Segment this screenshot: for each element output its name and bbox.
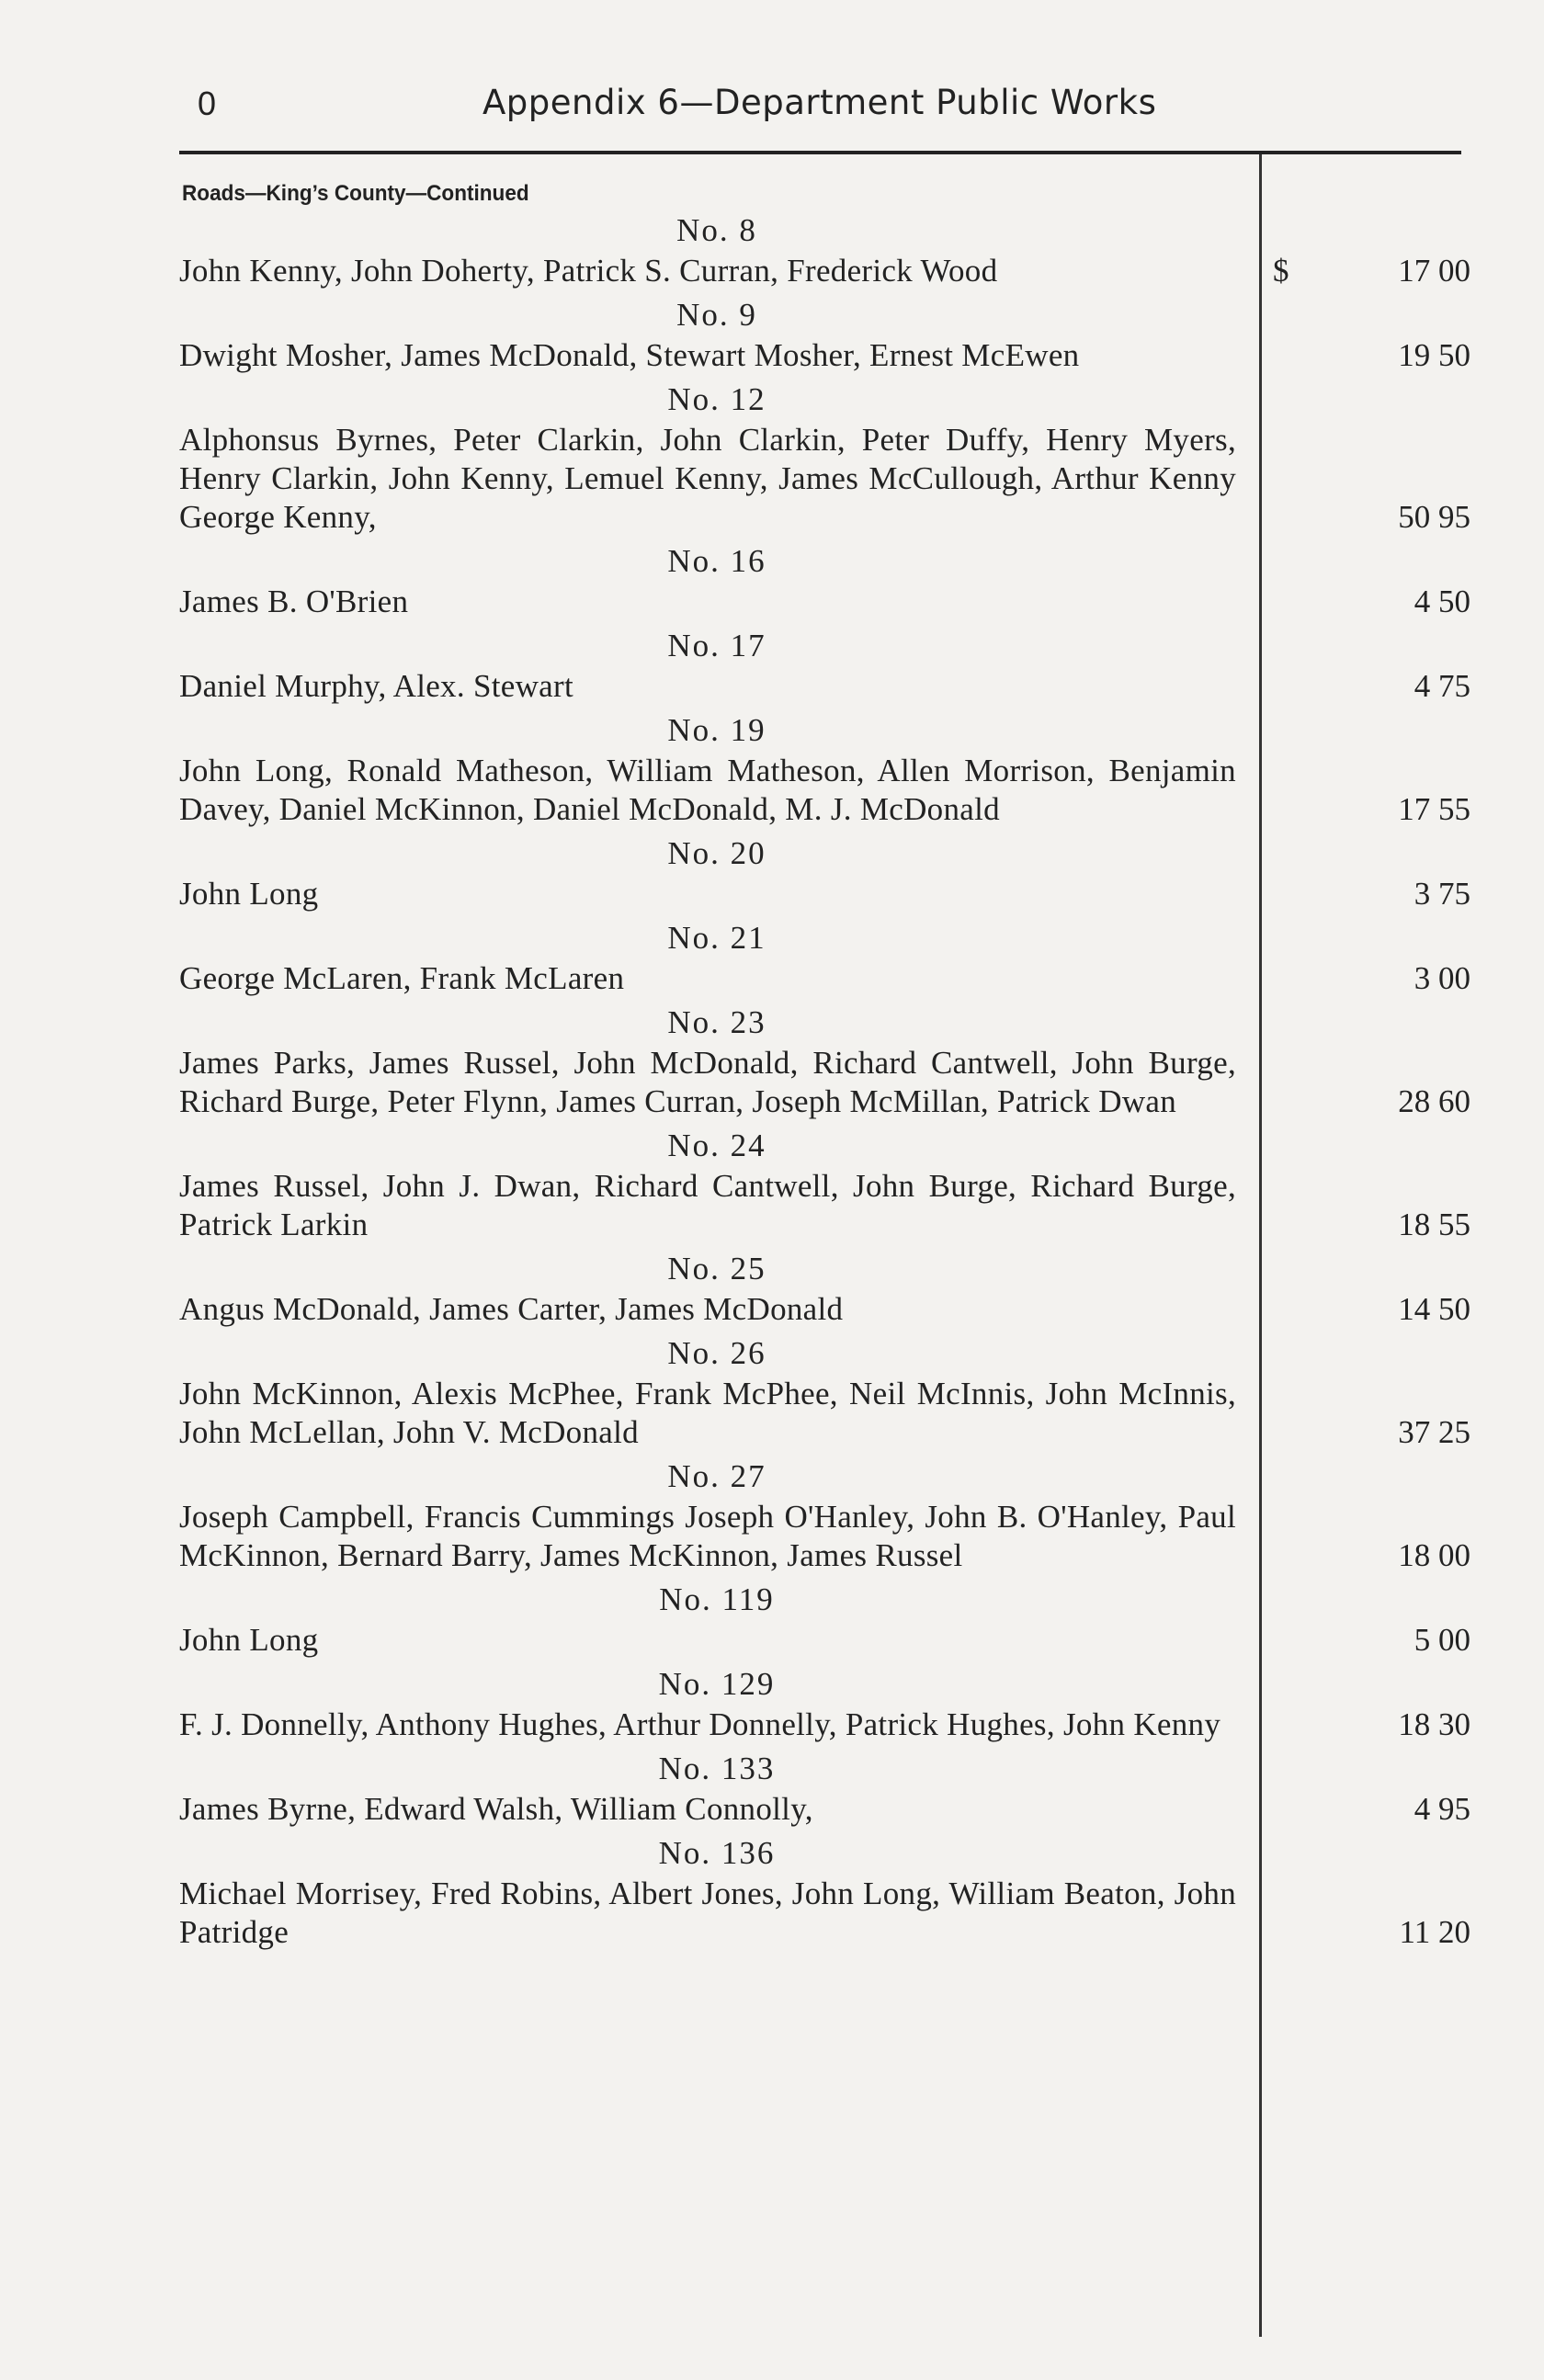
entry-names: Dwight Mosher, James McDonald, Stewart Mosher, Ernest McEwen xyxy=(179,337,1080,373)
road-number: No. 9 xyxy=(676,297,757,333)
road-number: No. 136 xyxy=(658,1835,776,1871)
currency-symbol: $ xyxy=(1273,253,1289,289)
entry-names: Joseph Campbell, Francis Cummings Joseph O'Hanley, John B. O'Hanley, Paul McKinnon, Bernard Barry, James McKinnon, James Russel xyxy=(179,1499,1236,1573)
entry-amount xyxy=(1236,1413,1470,1452)
entry-amount xyxy=(1236,1706,1470,1744)
amount-value: 3 00 xyxy=(1413,960,1470,996)
amount-value: 18 00 xyxy=(1398,1537,1470,1573)
entry-amount xyxy=(1236,790,1470,829)
road-number: No. 12 xyxy=(667,381,766,417)
entry-names: James Russel, John J. Dwan, Richard Cantwell, John Burge, Richard Burge, Patrick Larkin xyxy=(179,1168,1236,1242)
entry-amount xyxy=(1236,336,1470,375)
entry-names: Michael Morrisey, Fred Robins, Albert Jones, John Long, William Beaton, John Patridge xyxy=(179,1876,1236,1950)
entry-row xyxy=(179,1044,1470,1121)
entry-names: James Parks, James Russel, John McDonald, Richard Cantwell, John Burge, Richard Burge, Peter Flynn, James Curran, Joseph McMillan, Patrick Dwan xyxy=(179,1045,1236,1119)
amount-value: 4 50 xyxy=(1413,584,1470,619)
road-number: No. 20 xyxy=(667,835,766,871)
entry-amount xyxy=(1236,1082,1470,1121)
road-number: No. 8 xyxy=(676,212,757,248)
road-number: No. 129 xyxy=(658,1666,776,1702)
section-heading: Roads—King’s County—Continued xyxy=(182,181,529,206)
road-number: No. 24 xyxy=(667,1128,766,1163)
entries-list xyxy=(179,211,1470,1957)
entry-amount xyxy=(1236,667,1470,706)
entry-row xyxy=(179,421,1470,537)
entry-names: F. J. Donnelly, Anthony Hughes, Arthur Donnelly, Patrick Hughes, John Kenny xyxy=(179,1706,1221,1742)
entry-row xyxy=(179,336,1470,375)
road-number: No. 19 xyxy=(667,712,766,748)
road-number: No. 133 xyxy=(658,1751,776,1786)
entry-names: John McKinnon, Alexis McPhee, Frank McPhee, Neil McInnis, John McInnis, John McLellan, John V. McDonald xyxy=(179,1376,1236,1450)
amount-value: 50 95 xyxy=(1398,499,1470,535)
entry-amount xyxy=(1236,252,1470,290)
amount-value: 3 75 xyxy=(1413,876,1470,912)
amount-value: 4 75 xyxy=(1413,668,1470,704)
entry-row xyxy=(179,752,1470,829)
entry-amount xyxy=(1236,498,1470,537)
entry-names: James Byrne, Edward Walsh, William Connolly, xyxy=(179,1791,813,1827)
entry-row xyxy=(179,667,1470,706)
entry-row xyxy=(179,1290,1470,1329)
entry-amount xyxy=(1236,1290,1470,1329)
entry-amount xyxy=(1236,583,1470,621)
entry-row xyxy=(179,1167,1470,1244)
amount-value: 28 60 xyxy=(1398,1083,1470,1119)
entry-names: Angus McDonald, James Carter, James McDonald xyxy=(179,1291,844,1327)
amount-value: 17 55 xyxy=(1398,791,1470,827)
amount-value: 11 20 xyxy=(1399,1914,1470,1950)
road-number: No. 25 xyxy=(667,1251,766,1286)
road-number: No. 27 xyxy=(667,1458,766,1494)
entry-names: Alphonsus Byrnes, Peter Clarkin, John Clarkin, Peter Duffy, Henry Myers, Henry Clarkin, John Kenny, Lemuel Kenny, James McCullough, Arthur Kenny George Kenny, xyxy=(179,422,1236,535)
entry-names: George McLaren, Frank McLaren xyxy=(179,960,625,996)
amount-value: 5 00 xyxy=(1413,1622,1470,1658)
entry-row xyxy=(179,583,1470,621)
amount-value: 18 55 xyxy=(1398,1207,1470,1242)
entry-names: John Long, Ronald Matheson, William Matheson, Allen Morrison, Benjamin Davey, Daniel McKinnon, Daniel McDonald, M. J. McDonald xyxy=(179,753,1236,827)
road-number: No. 17 xyxy=(667,628,766,663)
entry-row xyxy=(179,875,1470,913)
amount-value: 19 50 xyxy=(1398,337,1470,373)
entry-names: James B. O'Brien xyxy=(179,584,409,619)
entry-amount xyxy=(1236,1913,1470,1952)
entry-amount xyxy=(1236,1206,1470,1244)
road-number: No. 23 xyxy=(667,1004,766,1040)
amount-value: 4 95 xyxy=(1413,1791,1470,1827)
road-number: No. 21 xyxy=(667,920,766,956)
page-title: Appendix 6—Department Public Works xyxy=(482,83,1157,122)
entry-amount xyxy=(1236,1536,1470,1575)
entry-names: John Long xyxy=(179,876,319,912)
entry-row xyxy=(179,1621,1470,1660)
entry-row xyxy=(179,252,1470,290)
amount-value: 18 30 xyxy=(1398,1706,1470,1742)
entry-amount xyxy=(1236,875,1470,913)
entry-names: John Long xyxy=(179,1622,319,1658)
road-number: No. 119 xyxy=(659,1581,775,1617)
entry-row xyxy=(179,959,1470,998)
road-number: No. 26 xyxy=(667,1335,766,1371)
entry-row xyxy=(179,1706,1470,1744)
amount-value: 14 50 xyxy=(1398,1291,1470,1327)
entry-amount xyxy=(1236,959,1470,998)
road-number: No. 16 xyxy=(667,543,766,579)
amount-value: 17 00 xyxy=(1398,253,1470,289)
entry-names: John Kenny, John Doherty, Patrick S. Curran, Frederick Wood xyxy=(179,253,998,289)
header-rule xyxy=(179,151,1461,154)
entry-names: Daniel Murphy, Alex. Stewart xyxy=(179,668,573,704)
entry-amount xyxy=(1236,1621,1470,1660)
entry-row xyxy=(179,1875,1470,1952)
entry-row xyxy=(179,1790,1470,1829)
entry-row xyxy=(179,1375,1470,1452)
page-number: 0 xyxy=(198,85,217,122)
entry-row xyxy=(179,1498,1470,1575)
entry-amount xyxy=(1236,1790,1470,1829)
amount-value: 37 25 xyxy=(1398,1414,1470,1450)
